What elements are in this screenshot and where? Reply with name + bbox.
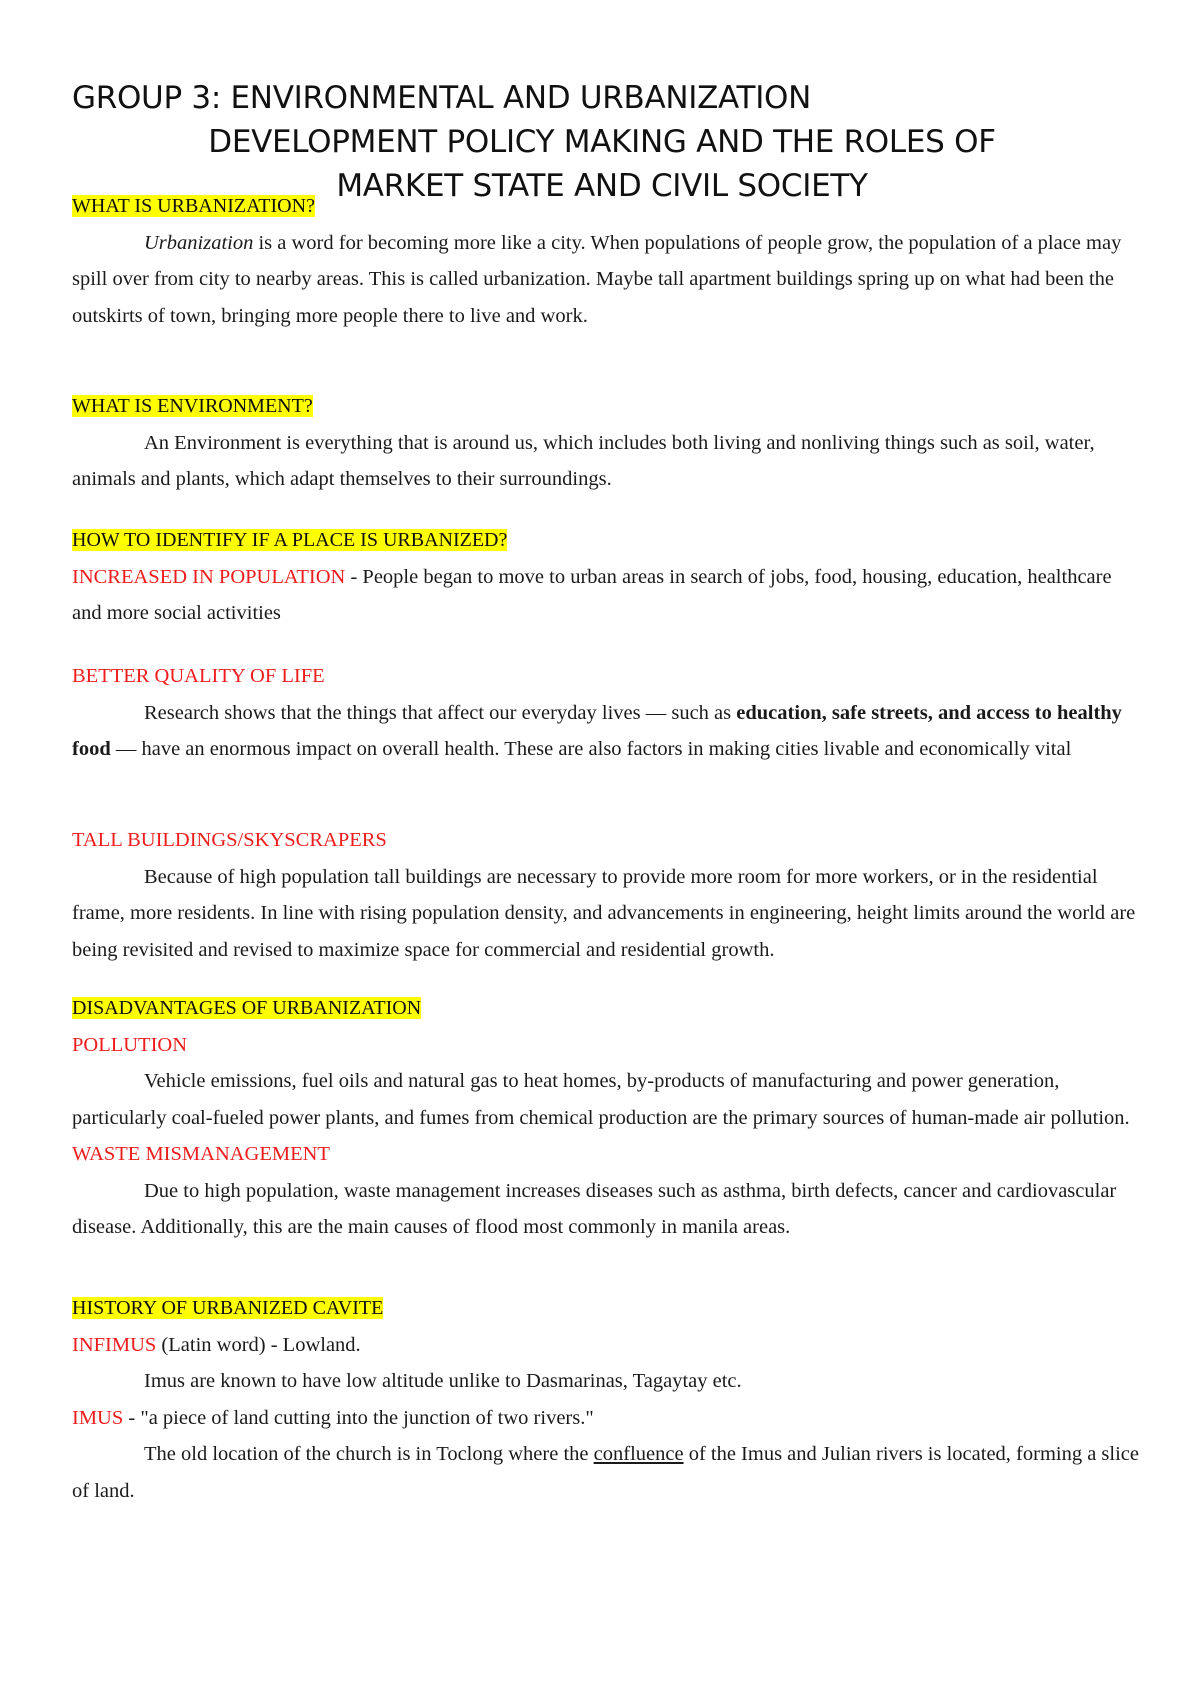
section-buildings — [72, 822, 1142, 968]
church-paragraph — [72, 1436, 1142, 1509]
infimus-note: Imus are known to have low altitude unlike to Dasmarinas, Tagaytay etc. — [144, 1370, 742, 1392]
heading-disadvantages: DISADVANTAGES OF URBANIZATION — [72, 997, 422, 1019]
quality-paragraph — [72, 695, 1142, 768]
confluence-underlined: confluence — [593, 1443, 684, 1465]
title-line-2: DEVELOPMENT POLICY MAKING AND THE ROLES OF — [208, 124, 996, 160]
section-environment — [72, 388, 1142, 498]
section-disadvantages — [72, 990, 1142, 1246]
section-identify — [72, 522, 1142, 632]
title-line-1: GROUP 3: ENVIRONMENTAL AND URBANIZATION — [72, 80, 812, 116]
pollution-paragraph: Vehicle emissions, fuel oils and natural gas to heat homes, by-products of manufacturing and power generation, particularly coal-fueled power plants, and fumes from chemical production are the primary sources of human-made air pollution. — [72, 1070, 1130, 1129]
heading-identify: HOW TO IDENTIFY IF A PLACE IS URBANIZED? — [72, 529, 508, 551]
waste-label: WASTE MISMANAGEMENT — [72, 1143, 330, 1165]
section-quality — [72, 658, 1142, 768]
title-line-3: MARKET STATE AND CIVIL SOCIETY — [336, 168, 868, 204]
infimus-line — [72, 1327, 1142, 1364]
urbanization-paragraph — [72, 225, 1142, 335]
urbanization-term: Urbanization — [144, 231, 254, 254]
environment-paragraph: An Environment is everything that is around us, which includes both living and nonliving things such as soil, water, animals and plants, which adapt themselves to their surroundings. — [72, 431, 1095, 490]
church-post: of the Imus and Julian rivers is located, forming a slice of land. — [72, 1443, 1139, 1502]
urbanization-body: is a word for becoming more like a city. When populations of people grow, the population of a place may spill over from city to nearby areas. This is called urbanization. Maybe tall apartment buildings spring up on what had been the outskirts of town, bringing more people there to live and work. — [72, 231, 1122, 327]
church-pre: The old location of the church is in Toclong where the — [144, 1443, 594, 1465]
quality-label: BETTER QUALITY OF LIFE — [72, 665, 325, 687]
population-label: INCREASED IN POPULATION — [72, 565, 346, 588]
imus-line — [72, 1400, 1142, 1437]
population-body: - People began to move to urban areas in search of jobs, food, housing, education, healthcare and more social activities — [72, 565, 1112, 624]
quality-post: — have an enormous impact on overall health. These are also factors in making cities livable and economically vital — [110, 738, 1072, 760]
section-history — [72, 1290, 1142, 1509]
buildings-label: TALL BUILDINGS/SKYSCRAPERS — [72, 829, 387, 851]
population-paragraph — [72, 559, 1142, 632]
imus-label: IMUS — [72, 1406, 124, 1429]
heading-history: HISTORY OF URBANIZED CAVITE — [72, 1297, 384, 1319]
section-urbanization — [72, 188, 1142, 334]
quality-pre: Research shows that the things that affect our everyday lives — such as — [144, 701, 737, 724]
buildings-paragraph: Because of high population tall buildings are necessary to provide more room for more workers, or in the residential frame, more residents. In line with rising population density, and advancements in engineering, height limits around the world are being revisited and revised to maximize space for commercial and residential growth. — [72, 865, 1136, 961]
heading-urbanization: WHAT IS URBANIZATION? — [72, 195, 315, 217]
waste-paragraph: Due to high population, waste management increases diseases such as asthma, birth defects, cancer and cardiovascular disease. Additionally, this are the main causes of flood most commonly in manila areas. — [72, 1179, 1117, 1238]
quality-bold: education, safe streets, and access to healthy food — [72, 701, 1122, 760]
pollution-label: POLLUTION — [72, 1033, 188, 1056]
imus-body: - "a piece of land cutting into the junction of two rivers." — [123, 1406, 594, 1429]
infimus-body: (Latin word) - Lowland. — [156, 1333, 361, 1356]
infimus-label: INFIMUS — [72, 1333, 157, 1356]
heading-environment: WHAT IS ENVIRONMENT? — [72, 395, 313, 417]
